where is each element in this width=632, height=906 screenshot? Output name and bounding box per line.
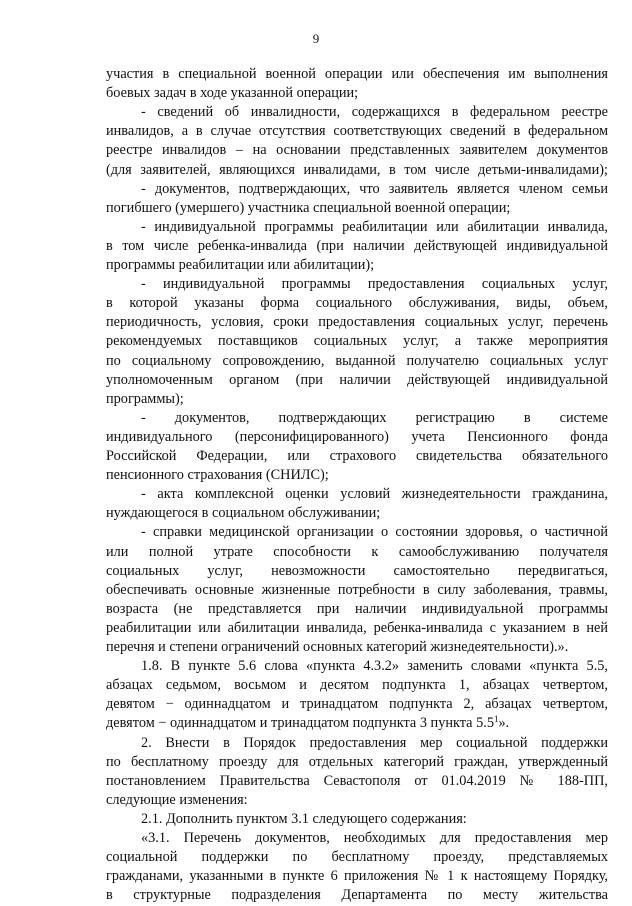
text-line [106,465,608,486]
text-line [106,446,608,467]
text-line-content: - справки медицинской организации о состоянии здоровья, о частичной [141,524,608,541]
text-line-content: нуждающегося в социальном обслуживании; [106,505,381,522]
text-line [141,828,608,849]
text-line-content: абзацах седьмом, восьмом и десятом подпункта 1, абзацах четвертом, [106,677,608,694]
text-line-content: постановлением Правительства Севастополя от 01.04.2019 № 188-ПП, [106,772,608,789]
text-line [106,255,608,276]
text-line-content: инвалидов, а в случае отсутствия соответствующих сведений в федеральном [106,123,608,140]
text-line-content: - индивидуальной программы реабилитации или абилитации инвалида, [141,218,608,235]
text-line [106,561,608,582]
text-line [106,866,608,887]
text-line [106,542,608,563]
text-line [106,675,608,696]
text-line-content: 1.8. В пункте 5.6 слова «пункта 4.3.2» заменить словами «пункта 5.5, [141,658,608,675]
text-line [106,771,608,792]
text-line-content: боевых задач в ходе указанной операции; [106,85,359,102]
text-line [106,293,608,314]
text-line-content: пенсионного страхования (СНИЛС); [106,467,329,484]
text-line-content: в структурные подразделения Департамента по месту жительства [106,887,608,904]
text-line-content: программы реабилитации или абилитации); [106,257,375,273]
text-line-content: рекомендуемых поставщиков социальных услуг, а также мероприятия [106,333,608,350]
text-line [106,637,608,658]
text-line [106,503,608,524]
text-line [106,389,608,410]
text-line-content: по социальному сопровождению, выданной получателю социальных услуг [106,352,608,369]
text-line-content: перечня и степени ограничений основных категорий жизнедеятельности).». [106,639,569,655]
text-line-content: или полной утрате способности к самообслуживанию получателя [106,543,608,560]
text-line-content: девятом − одиннадцатом и тринадцатом подпункта 2, абзацах четвертом, [106,696,608,713]
text-line [106,752,608,773]
text-line-content: обеспечивать основные жизненные потребности в силу заболевания, травмы, [106,581,608,598]
text-line [106,64,608,85]
text-line [106,694,608,715]
text-line [106,618,608,639]
text-line [141,809,608,830]
text-line [106,331,608,352]
text-line [106,599,608,620]
text-line [106,198,608,219]
text-line-content: гражданами, указанными в пункте 6 приложения № 1 к настоящему Порядку, [106,868,608,885]
text-line-content: индивидуального (персонифицированного) учета Пенсионного фонда [106,428,608,445]
text-line-tail: ». [498,715,510,732]
text-line-content: уполномоченным органом (при наличии действующей индивидуальной [106,371,608,388]
text-line [141,179,608,200]
text-line [141,733,608,754]
text-line-content: - документов, подтверждающих регистрацию в системе [141,409,608,426]
text-line-content: социальной поддержки по бесплатному проезду, представляемых [106,849,608,866]
text-line-content: реестре инвалидов – на основании представленных заявителем документов [106,142,608,159]
text-line [106,580,608,601]
text-line-content: Российской Федерации, или страхового свидетельства обязательного [106,448,608,464]
text-line [106,121,608,142]
text-line [106,790,608,811]
superscript: 1 [493,714,499,725]
text-line [106,885,608,906]
text-line [141,217,608,238]
text-line [106,236,608,257]
text-line-content: девятом − одиннадцатом и тринадцатом подпункта 3 пункта 5.5 [106,715,494,732]
text-line-content: программы); [106,390,184,407]
text-line-content: - сведений об инвалидности, содержащихся в федеральном реестре [141,104,608,121]
text-line-content: следующие изменения: [106,791,248,808]
text-line [141,484,608,505]
text-line-content: 2.1. Дополнить пунктом 3.1 следующего содержания: [141,810,467,827]
page-number: 9 [312,31,320,46]
text-line [141,274,608,295]
text-line [106,140,608,161]
text-line-content: в которой указаны форма социального обслуживания, виды, объем, [106,295,608,312]
text-line-content: 2. Внести в Порядок предоставления мер социальной поддержки [141,734,608,751]
text-line [106,351,608,372]
text-line [106,847,608,868]
text-line-content: «3.1. Перечень документов, необходимых для предоставления мер [141,830,608,846]
text-line-content: (для заявителей, являющихся инвалидами, в том числе детьми-инвалидами); [106,161,608,178]
text-line-content: погибшего (умершего) участника специальной военной операции; [106,199,511,216]
text-line [141,522,608,543]
text-line-content: - документов, подтверждающих, что заявитель является членом семьи [141,180,608,197]
text-line [106,370,608,391]
text-line-content: по бесплатному проезду для отдельных категорий граждан, утвержденный [106,753,608,770]
text-line [106,83,608,104]
text-line [106,427,608,448]
text-line-content: участия в специальной военной операции или обеспечения им выполнения [106,66,608,82]
text-line-content: возраста (не представляется при наличии индивидуальной программы [106,600,608,617]
text-line-content: - акта комплексной оценки условий жизнедеятельности гражданина, [141,486,608,503]
text-line [106,160,608,181]
text-line-content: - индивидуальной программы предоставления социальных услуг, [141,276,608,293]
text-line-content: в том числе ребенка-инвалида (при наличии действующей индивидуальной [106,237,608,254]
text-line-content: социальных услуг, невозможности самостоятельно передвигаться, [106,562,608,579]
text-line [141,408,608,429]
text-line [141,656,608,677]
text-line-content: периодичность, условия, сроки предоставления социальных услуг, перечень [106,314,608,331]
text-line [141,102,608,123]
text-line-content: реабилитации или абилитации инвалида, ребенка-инвалида с указанием в ней [106,619,608,636]
text-line [106,312,608,333]
text-line [106,713,608,734]
